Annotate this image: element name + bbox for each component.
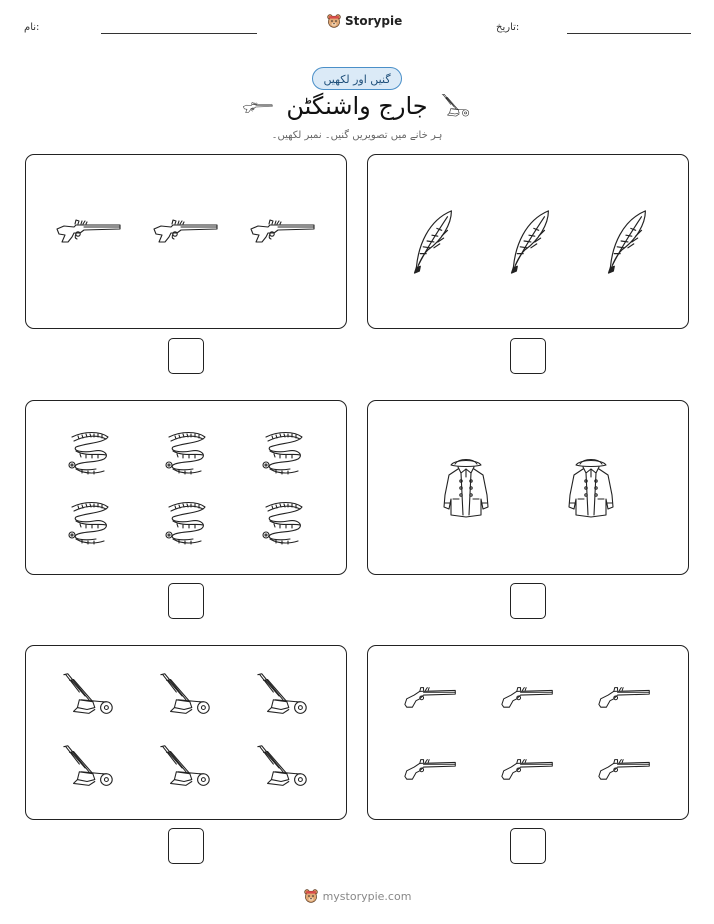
musket-icon: [41, 215, 138, 245]
musket-icon: [138, 215, 235, 245]
answer-box[interactable]: [168, 338, 204, 374]
counting-panel-muskets: [25, 154, 347, 329]
date-label: تاریخ:: [496, 22, 520, 33]
plow-icon: [138, 742, 235, 792]
brand-logo: [326, 13, 402, 29]
date-line[interactable]: [567, 33, 691, 34]
answer-box[interactable]: [510, 828, 546, 864]
counting-panel-measuring-tapes: [25, 400, 347, 575]
plow-icon: [440, 92, 472, 120]
answer-box[interactable]: [510, 583, 546, 619]
flintlock-pistol-icon: [383, 682, 480, 710]
quill-pen-icon: [576, 207, 673, 275]
measuring-tape-icon: [41, 427, 138, 477]
colonial-coat-icon: [403, 455, 528, 519]
plow-icon: [138, 670, 235, 720]
quill-pen-icon: [383, 207, 480, 275]
bear-icon: [326, 13, 342, 29]
plow-icon: [41, 670, 138, 720]
bear-icon: [303, 888, 319, 904]
flintlock-pistol-icon: [576, 754, 673, 782]
measuring-tape-icon: [138, 497, 235, 547]
colonial-coat-icon: [528, 455, 653, 519]
musket-icon: [234, 215, 331, 245]
counting-panel-coats: [367, 400, 689, 575]
footer-url[interactable]: mystorypie.com: [322, 889, 412, 903]
brand-name: Storypie: [345, 14, 403, 28]
measuring-tape-icon: [234, 497, 331, 547]
instruction-text: ہر خانے میں تصویریں گنیں۔ نمبر لکھیں۔: [271, 130, 443, 141]
counting-panel-quills: [367, 154, 689, 329]
answer-box[interactable]: [510, 338, 546, 374]
plow-icon: [41, 742, 138, 792]
flintlock-pistol-icon: [480, 754, 577, 782]
counting-panel-pistols: [367, 645, 689, 820]
flintlock-pistol-icon: [576, 682, 673, 710]
page-title: جارج واشنگٹن: [286, 92, 428, 120]
measuring-tape-icon: [234, 427, 331, 477]
flintlock-pistol-icon: [480, 682, 577, 710]
flintlock-pistol-icon: [383, 754, 480, 782]
footer: [0, 888, 714, 904]
answer-box[interactable]: [168, 583, 204, 619]
counting-panel-plows: [25, 645, 347, 820]
measuring-tape-icon: [41, 497, 138, 547]
quill-pen-icon: [480, 207, 577, 275]
name-label: نام:: [24, 22, 40, 33]
answer-box[interactable]: [168, 828, 204, 864]
name-line[interactable]: [101, 33, 257, 34]
plow-icon: [234, 670, 331, 720]
worksheet-tag: گنیں اور لکھیں: [312, 67, 402, 90]
plow-icon: [234, 742, 331, 792]
measuring-tape-icon: [138, 427, 235, 477]
